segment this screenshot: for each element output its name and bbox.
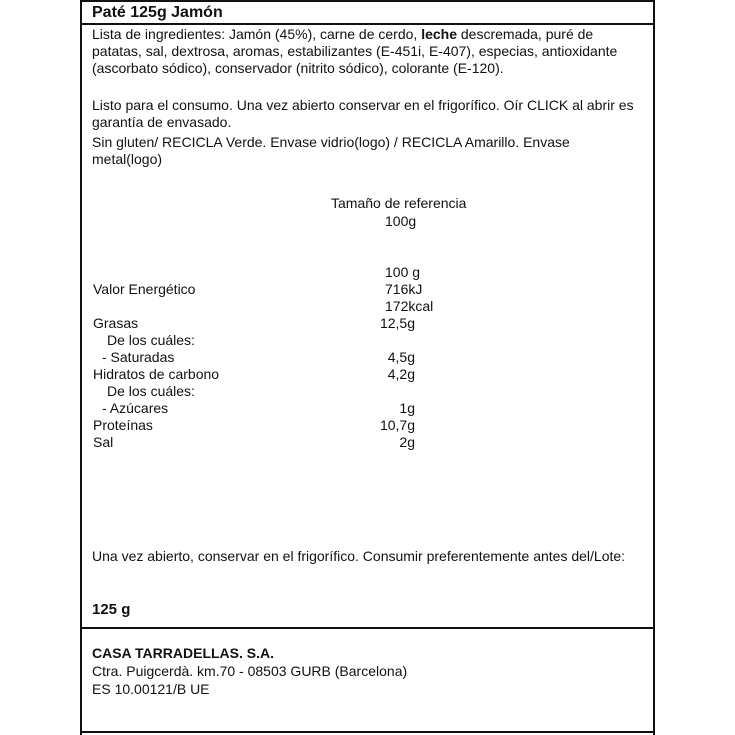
nutrient-label-carbs: Hidratos de carbono <box>93 366 220 382</box>
nutrient-value-carbs: 4,2g <box>387 366 415 382</box>
energy-kcal: 172kcal <box>385 298 434 314</box>
bottom-border <box>82 731 653 733</box>
nutrient-value-salt: 2g <box>399 434 415 450</box>
nutrient-value-fat: 12,5g <box>379 315 415 331</box>
company-registry: ES 10.00121/B UE <box>92 681 210 697</box>
usage-text: Listo para el consumo. Una vez abierto conservar en el frigorífico. Oír CLICK al abrir es garantía de envasado. <box>92 97 634 130</box>
company-name: CASA TARRADELLAS. S.A. <box>92 645 274 661</box>
per-100g-header: 100 g <box>385 264 421 280</box>
ingredients-text <box>92 26 643 77</box>
reference-value: 100g <box>385 213 417 229</box>
net-weight: 125 g <box>92 601 131 618</box>
label-sheet <box>80 0 655 735</box>
nutrient-label-saturated: - Saturadas <box>102 349 175 365</box>
nutrient-label-fat: Grasas <box>93 315 139 331</box>
nutrient-label-salt: Sal <box>93 434 114 450</box>
ingredients-part2: descremada, puré de patatas, sal, dextrosa, aromas, estabilizantes (E-451i, E-407), especias, antioxidante (ascorbato sódico), conservador (nitrito sódico), colorante (E-120). <box>92 26 618 76</box>
nutrient-value-sugars: 1g <box>399 400 415 416</box>
energy-label: Valor Energético <box>93 281 196 297</box>
top-border <box>82 0 653 2</box>
nutrient-label-sugars: - Azúcares <box>102 400 169 416</box>
allergen-highlight: leche <box>421 26 457 42</box>
company-divider <box>82 627 653 629</box>
nutrient-value-saturated: 4,5g <box>387 349 415 365</box>
nutrient-value-protein: 10,7g <box>379 417 415 433</box>
product-title: Paté 125g Jamón <box>92 4 223 21</box>
nutrient-label-of-which: De los cuáles: <box>107 332 195 348</box>
title-divider <box>82 23 653 25</box>
ingredients-part1: Lista de ingredientes: Jamón (45%), carne de cerdo, <box>92 26 422 42</box>
nutrient-label-protein: Proteínas <box>93 417 153 433</box>
storage-text: Una vez abierto, conservar en el frigorífico. Consumir preferentemente antes del/Lote: <box>92 548 626 564</box>
reference-label: Tamaño de referencia <box>331 195 467 211</box>
energy-kj: 716kJ <box>385 281 423 297</box>
company-address: Ctra. Puigcerdà. km.70 - 08503 GURB (Barcelona) <box>92 663 408 679</box>
recycling-text: Sin gluten/ RECICLA Verde. Envase vidrio(logo) / RECICLA Amarillo. Envase metal(logo) <box>92 134 570 167</box>
nutrient-label-of-which-2: De los cuáles: <box>107 383 195 399</box>
